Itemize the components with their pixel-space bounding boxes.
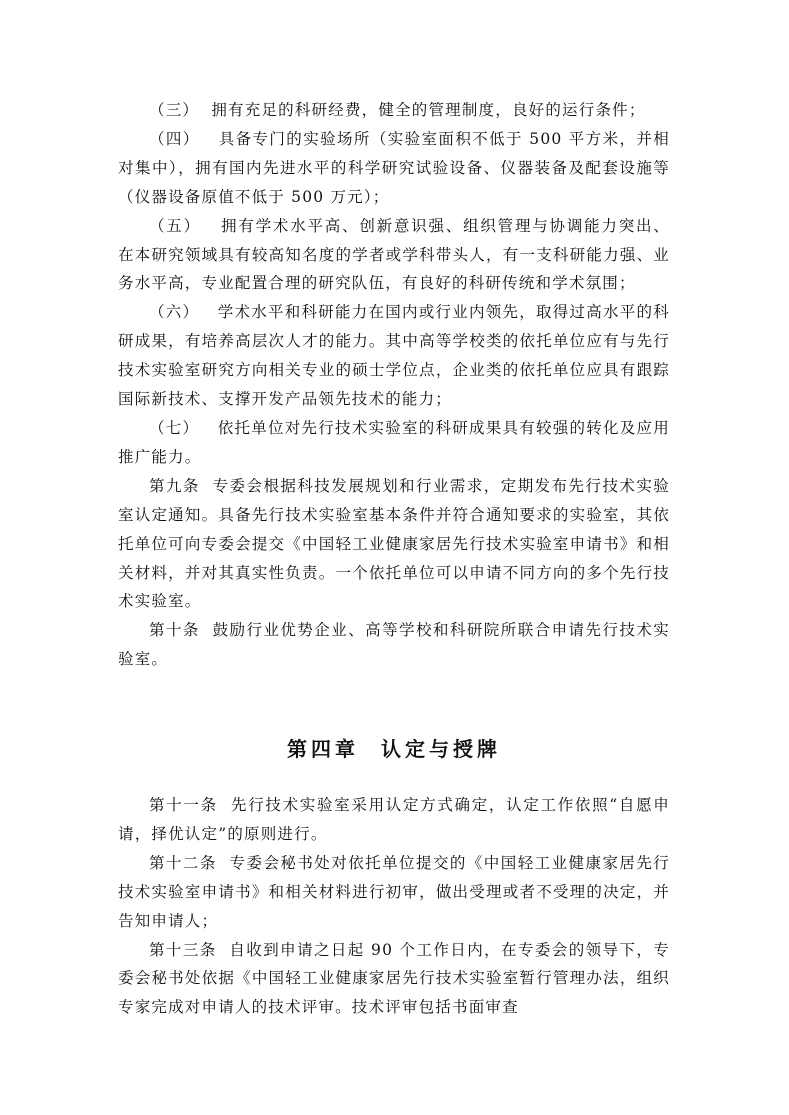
article-9: 第九条 专委会根据科技发展规划和行业需求，定期发布先行技术实验室认定通知。具备先行技术实验室基本条件并符合通知要求的实验室，其依托单位可向专委会提交《中国轻工业健康家居先行技术实验室申请书》和相关材料，并对其真实性负责。一个依托单位可以申请不同方向的多个先行技术实验室。: [118, 476, 670, 611]
clause-7: （七） 依托单位对先行技术实验室的科研成果具有较强的转化及应用推广能力。: [118, 418, 670, 466]
article-body-bottom: [118, 791, 670, 1022]
article-body-top: [118, 96, 683, 674]
chapter-heading: 第四章 认定与授牌: [287, 737, 501, 761]
article-12: 第十二条 专委会秘书处对依托单位提交的《中国轻工业健康家居先行技术实验室申请书》和相关材料进行初审，做出受理或者不受理的决定，并告知申请人；: [118, 853, 670, 930]
clause-6: （六） 学术水平和科研能力在国内或行业内领先，取得过高水平的科研成果，有培养高层次人才的能力。其中高等学校类的依托单位应有与先行技术实验室研究方向相关专业的硕士学位点，企业类的依托单位应具有跟踪国际新技术、支撑开发产品领先技术的能力；: [118, 303, 670, 409]
article-13: 第十三条 自收到申请之日起 90 个工作日内，在专委会的领导下，专委会秘书处依据《中国轻工业健康家居先行技术实验室暂行管理办法，组织专家完成对申请人的技术评审。技术评审包括书面审查: [118, 940, 670, 1017]
clause-5: （五） 拥有学术水平高、创新意识强、组织管理与协调能力突出、 在本研究领域具有较高知名度的学者或学科带头人，有一支科研能力强、业务水平高，专业配置合理的研究队伍，有良好的科研传统和学术氛围；: [118, 216, 683, 293]
clause-3: （三） 拥有充足的科研经费，健全的管理制度，良好的运行条件；: [149, 101, 646, 119]
article-10: 第十条 鼓励行业优势企业、高等学校和科研院所联合申请先行技术实验室。: [118, 621, 670, 669]
clause-4: （四） 具备专门的实验场所（实验室面积不低于 500 平方米，并相对集中），拥有国内先进水平的科学研究试验设备、仪器装备及配套设施等（仪器设备原值不低于 500 万元）；: [118, 129, 670, 206]
article-11: 第十一条 先行技术实验室采用认定方式确定，认定工作依照“自愿申请，择优认定”的原则进行。: [118, 796, 670, 843]
